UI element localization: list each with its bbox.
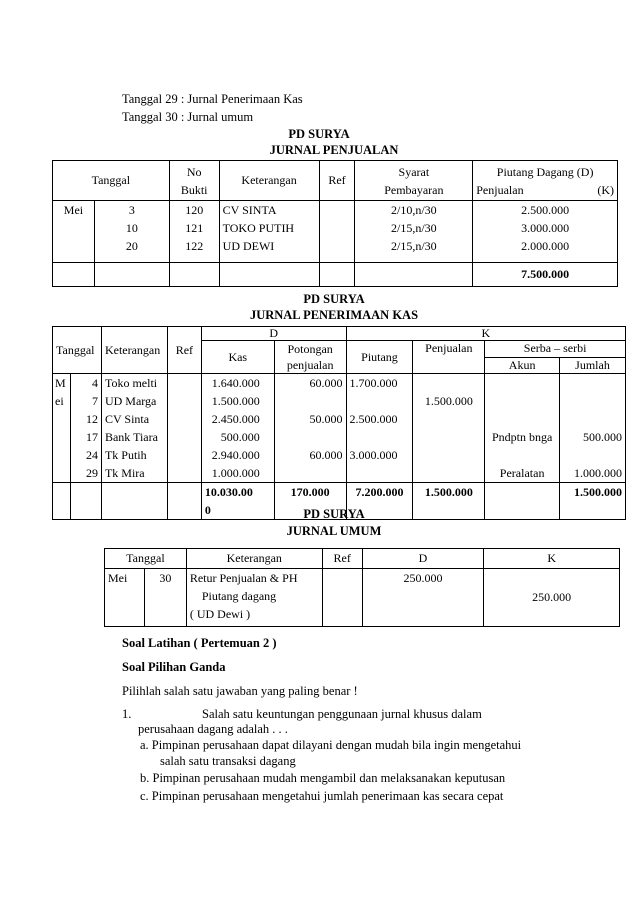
col-no-bukti: No Bukti [169, 161, 219, 201]
kas-akun-values: Pndptn bnga Peralatan [485, 374, 560, 483]
q1-number: 1. [122, 707, 132, 721]
latihan-heading: Soal Latihan ( Pertemuan 2 ) [122, 636, 277, 650]
col-syarat: Syarat Pembayaran [355, 161, 473, 201]
umum-col-keterangan: Keterangan [186, 549, 322, 569]
penjualan-month: Mei [53, 201, 95, 263]
col-keterangan: Keterangan [219, 161, 319, 201]
q1-option-c: c. Pimpinan perusahaan mengetahui jumlah penerimaan kas secara cepat [140, 789, 504, 803]
umum-company: PD SURYA [303, 507, 365, 521]
umum-table [104, 548, 620, 627]
kas-col-keterangan: Keterangan [101, 327, 167, 374]
kas-keterangan: Toko melti UD Marga CV Sinta Bank Tiara Tk Putih Tk Mira [101, 374, 167, 483]
intro-line-2: Tanggal 30 : Jurnal umum [122, 110, 254, 124]
penjualan-company: PD SURYA [288, 127, 350, 141]
kas-col-serba: Serba – serbi [485, 341, 626, 358]
penjualan-days: 3 10 20 [94, 201, 169, 263]
latihan-instruction: Pilihlah salah satu jawaban yang paling benar ! [122, 684, 358, 698]
penjualan-keterangan: CV SINTA TOKO PUTIH UD DEWI [219, 201, 319, 263]
kas-penjualan-values: 1.500.000 [413, 374, 485, 483]
penjualan-bukti: 120 121 122 [169, 201, 219, 263]
kas-col-penjualan: Penjualan [413, 341, 485, 374]
umum-ref [322, 569, 362, 627]
umum-col-d: D [362, 549, 484, 569]
kas-jumlah-values: 500.000 1.000.000 [560, 374, 626, 483]
kas-potongan-values: 60.000 50.000 60.000 [274, 374, 346, 483]
umum-col-k: K [484, 549, 620, 569]
q1-option-a-line1: a. Pimpinan perusahaan dapat dilayani dengan mudah bila ingin mengetahui [140, 738, 522, 752]
kas-table [52, 326, 626, 520]
col-ref: Ref [319, 161, 355, 201]
col-piutang [473, 161, 618, 201]
umum-col-tanggal: Tanggal [105, 549, 187, 569]
kas-col-piutang: Piutang [346, 341, 413, 374]
kas-total-kas: 10.030.00 0 [201, 483, 274, 520]
penjualan-ref [319, 201, 355, 263]
kas-piutang-values: 1.700.000 2.500.000 3.000.000 [346, 374, 413, 483]
kas-total-jumlah: 1.500.000 [560, 483, 626, 520]
kas-col-k: K [346, 327, 625, 341]
umum-title: JURNAL UMUM [286, 524, 382, 538]
col-piutang-left: Penjualan [476, 182, 524, 197]
kas-kas-values: 1.640.000 1.500.000 2.450.000 500.000 2.940.000 1.000.000 [201, 374, 274, 483]
kas-col-ref: Ref [167, 327, 201, 374]
q1-text-b: perusahaan dagang adalah . . . [138, 722, 288, 736]
penjualan-total: 7.500.000 [473, 263, 618, 287]
q1-text-a: Salah satu keuntungan penggunaan jurnal khusus dalam [202, 707, 482, 721]
latihan-subheading: Soal Pilihan Ganda [122, 660, 226, 674]
umum-debit: 250.000 [362, 569, 484, 627]
umum-month: Mei [105, 569, 145, 627]
kas-days: 4 7 12 17 24 29 [70, 374, 101, 483]
penjualan-syarat: 2/10,n/30 2/15,n/30 2/15,n/30 [355, 201, 473, 263]
kas-col-akun: Akun [485, 357, 560, 374]
penjualan-title: JURNAL PENJUALAN [269, 143, 399, 157]
kas-col-jumlah: Jumlah [560, 357, 626, 374]
umum-col-ref: Ref [322, 549, 362, 569]
col-tanggal: Tanggal [53, 161, 170, 201]
kas-title: JURNAL PENERIMAAN KAS [249, 308, 419, 322]
kas-col-d: D [201, 327, 346, 341]
umum-keterangan: Retur Penjualan & PH Piutang dagang ( UD Dewi ) [186, 569, 322, 627]
kas-month: M ei [53, 374, 71, 483]
umum-kredit: 250.000 [484, 569, 620, 627]
kas-col-potongan: Potongan penjualan [274, 341, 346, 374]
q1-option-b: b. Pimpinan perusahaan mudah mengambil dan melaksanakan keputusan [140, 771, 506, 785]
umum-day: 30 [144, 569, 186, 627]
q1-option-a-line2: salah satu transaksi dagang [160, 754, 296, 768]
intro-line-1: Tanggal 29 : Jurnal Penerimaan Kas [122, 92, 303, 106]
col-piutang-right: (K) [597, 182, 614, 197]
kas-col-kas: Kas [201, 341, 274, 374]
kas-col-tanggal: Tanggal [53, 327, 102, 374]
kas-total-potongan: 170.000 [274, 483, 346, 520]
kas-ref [167, 374, 201, 483]
col-piutang-top: Piutang Dagang (D) [496, 164, 594, 179]
penjualan-amounts: 2.500.000 3.000.000 2.000.000 [473, 201, 618, 263]
kas-total-penjualan: 1.500.000 [413, 483, 485, 520]
kas-company: PD SURYA [303, 292, 365, 306]
penjualan-table [52, 160, 618, 287]
kas-total-piutang: 7.200.000 [346, 483, 413, 520]
